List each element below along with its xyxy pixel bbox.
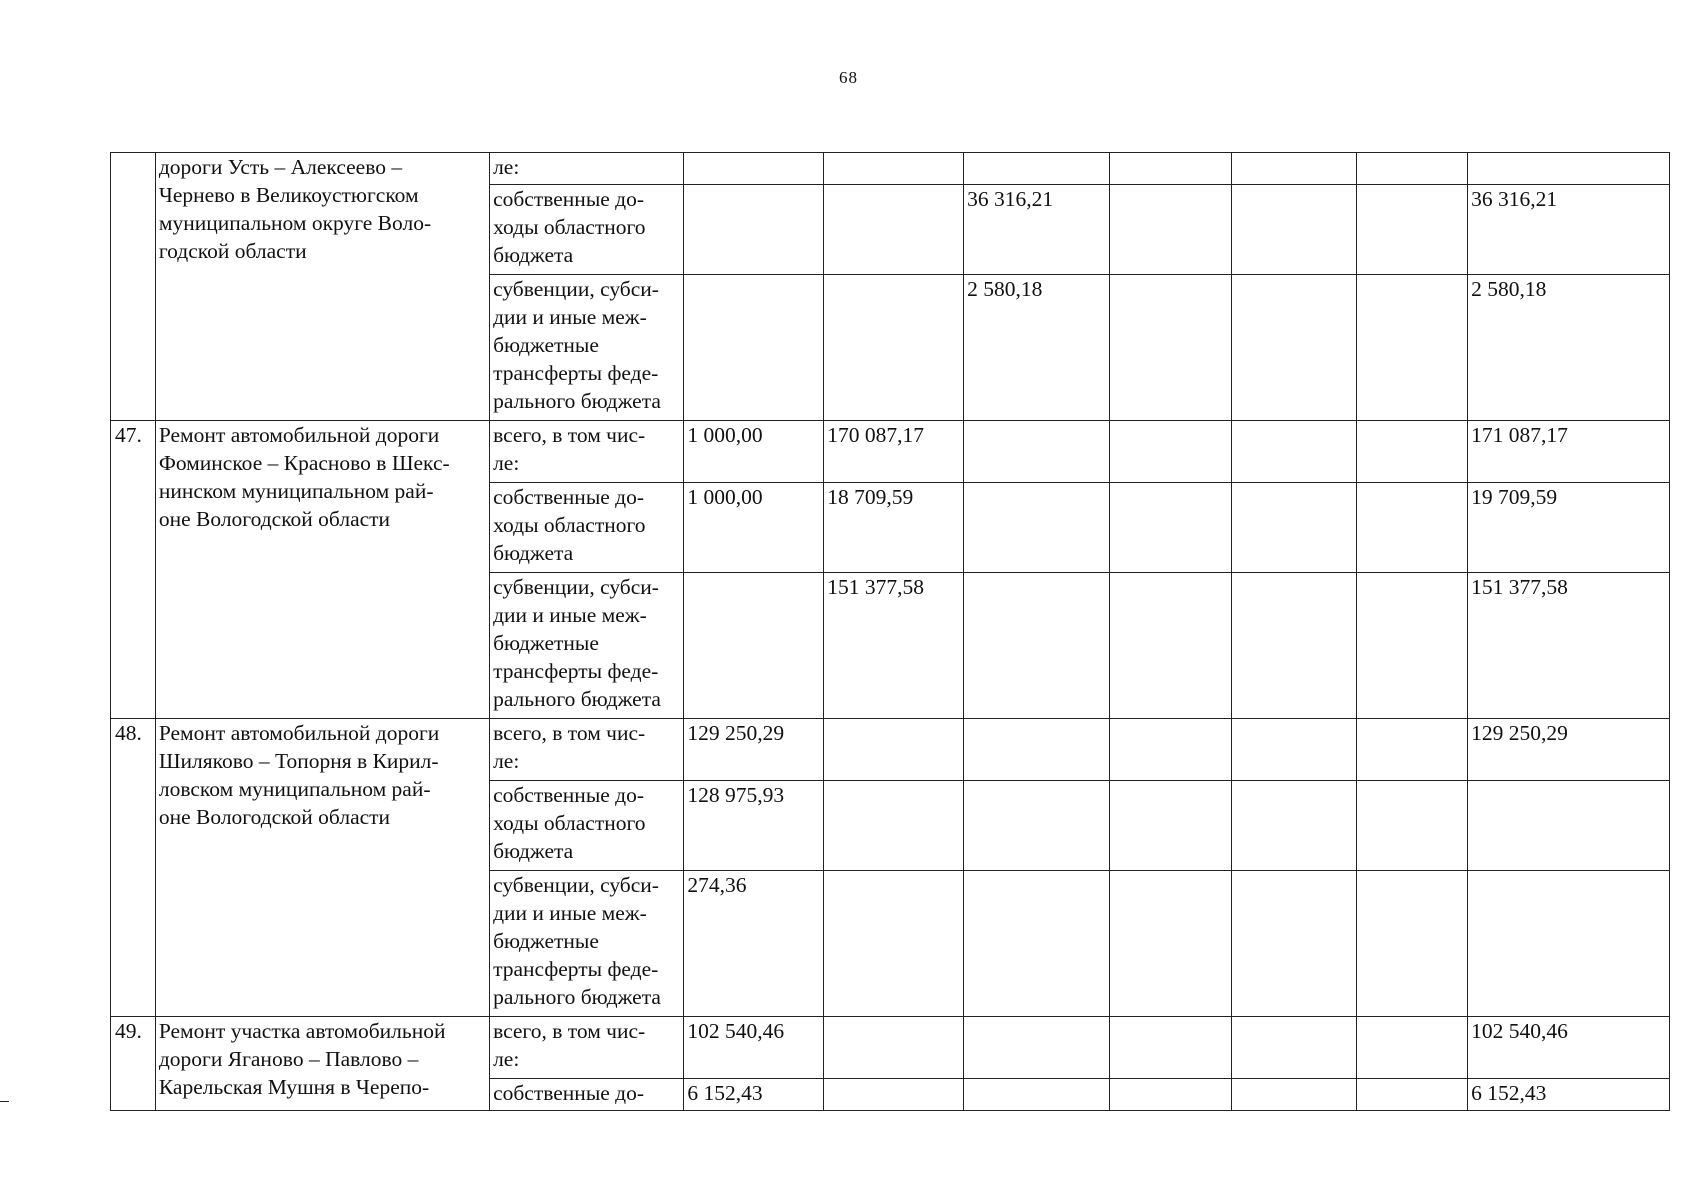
value-cell (824, 185, 964, 275)
total-cell: 6 152,43 (1468, 1079, 1670, 1111)
funding-type: всего, в том чис- ле: (490, 1017, 684, 1079)
value-cell (1357, 871, 1468, 1017)
value-cell (1110, 483, 1232, 573)
funding-type: всего, в том чис- ле: (490, 421, 684, 483)
value-cell (1232, 781, 1357, 871)
table-row (111, 421, 1670, 483)
object-name: дороги Усть – Алексеево – Чернево в Великоустюгском муниципальном округе Воло- годской области (155, 153, 489, 421)
value-cell (684, 275, 824, 421)
value-cell (1232, 483, 1357, 573)
funding-table (110, 152, 1670, 1111)
total-cell: 102 540,46 (1468, 1017, 1670, 1079)
value-cell (1232, 185, 1357, 275)
row-number: 48. (111, 719, 156, 1017)
value-cell (1357, 153, 1468, 185)
value-cell: 1 000,00 (684, 483, 824, 573)
value-cell (1357, 483, 1468, 573)
value-cell: 274,36 (684, 871, 824, 1017)
value-cell (964, 1017, 1110, 1079)
funding-type: собственные до- ходы областного бюджета (490, 781, 684, 871)
value-cell (1357, 719, 1468, 781)
value-cell (1357, 185, 1468, 275)
value-cell (1110, 781, 1232, 871)
value-cell (1110, 1079, 1232, 1111)
value-cell (684, 153, 824, 185)
value-cell (964, 483, 1110, 573)
value-cell (1232, 153, 1357, 185)
value-cell: 102 540,46 (684, 1017, 824, 1079)
row-number: 49. (111, 1017, 156, 1111)
value-cell (1357, 1017, 1468, 1079)
row-number: 47. (111, 421, 156, 719)
value-cell (1232, 421, 1357, 483)
page-number: 68 (839, 68, 858, 87)
object-name: Ремонт автомобильной дороги Фоминское – Красново в Шекс- нинском муниципальном рай- оне Вологодской области (155, 421, 489, 719)
value-cell: 6 152,43 (684, 1079, 824, 1111)
value-cell (1357, 421, 1468, 483)
value-cell (1110, 185, 1232, 275)
funding-type: собственные до- ходы областного бюджета (490, 483, 684, 573)
value-cell (824, 1017, 964, 1079)
total-cell (1468, 153, 1670, 185)
value-cell (964, 1079, 1110, 1111)
value-cell (964, 719, 1110, 781)
value-cell (1232, 275, 1357, 421)
value-cell (824, 871, 964, 1017)
value-cell: 2 580,18 (964, 275, 1110, 421)
object-name: Ремонт участка автомобильной дороги Ягановo – Павлово – Карельская Мушня в Черепо- (155, 1017, 489, 1111)
value-cell (824, 1079, 964, 1111)
total-cell: 151 377,58 (1468, 573, 1670, 719)
total-cell (1468, 871, 1670, 1017)
value-cell (964, 573, 1110, 719)
value-cell (1110, 871, 1232, 1017)
value-cell: 129 250,29 (684, 719, 824, 781)
value-cell: 18 709,59 (824, 483, 964, 573)
funding-type: субвенции, субси- дии и иные меж- бюджетные трансферты феде- рального бюджета (490, 573, 684, 719)
funding-type: ле: (490, 153, 684, 185)
value-cell (964, 421, 1110, 483)
value-cell (1110, 275, 1232, 421)
value-cell (684, 573, 824, 719)
funding-type: всего, в том чис- ле: (490, 719, 684, 781)
table-row (111, 1017, 1670, 1079)
total-cell: 19 709,59 (1468, 483, 1670, 573)
funding-type: собственные до- (490, 1079, 684, 1111)
value-cell (824, 275, 964, 421)
value-cell: 151 377,58 (824, 573, 964, 719)
value-cell (1110, 1017, 1232, 1079)
value-cell (824, 781, 964, 871)
value-cell: 170 087,17 (824, 421, 964, 483)
value-cell: 1 000,00 (684, 421, 824, 483)
value-cell (964, 871, 1110, 1017)
total-cell: 129 250,29 (1468, 719, 1670, 781)
total-cell (1468, 781, 1670, 871)
value-cell (684, 185, 824, 275)
value-cell (1110, 421, 1232, 483)
value-cell (1232, 1017, 1357, 1079)
value-cell (964, 781, 1110, 871)
value-cell (1232, 573, 1357, 719)
value-cell (1110, 719, 1232, 781)
value-cell (1232, 871, 1357, 1017)
table-row (111, 153, 1670, 185)
value-cell (824, 719, 964, 781)
value-cell (964, 153, 1110, 185)
value-cell (1357, 781, 1468, 871)
object-name: Ремонт автомобильной дороги Шиляково – Топорня в Кирил- ловском муниципальном рай- оне Вологодской области (155, 719, 489, 1017)
funding-type: собственные до- ходы областного бюджета (490, 185, 684, 275)
table-row (111, 719, 1670, 781)
total-cell: 2 580,18 (1468, 275, 1670, 421)
value-cell (1357, 573, 1468, 719)
row-number (111, 153, 156, 421)
value-cell (824, 153, 964, 185)
value-cell (1232, 719, 1357, 781)
funding-type: субвенции, субси- дии и иные меж- бюджетные трансферты феде- рального бюджета (490, 275, 684, 421)
value-cell (1357, 275, 1468, 421)
total-cell: 36 316,21 (1468, 185, 1670, 275)
value-cell (1357, 1079, 1468, 1111)
margin-mark (0, 1101, 9, 1102)
value-cell: 36 316,21 (964, 185, 1110, 275)
total-cell: 171 087,17 (1468, 421, 1670, 483)
funding-type: субвенции, субси- дии и иные меж- бюджетные трансферты феде- рального бюджета (490, 871, 684, 1017)
value-cell (1110, 573, 1232, 719)
value-cell: 128 975,93 (684, 781, 824, 871)
value-cell (1110, 153, 1232, 185)
value-cell (1232, 1079, 1357, 1111)
